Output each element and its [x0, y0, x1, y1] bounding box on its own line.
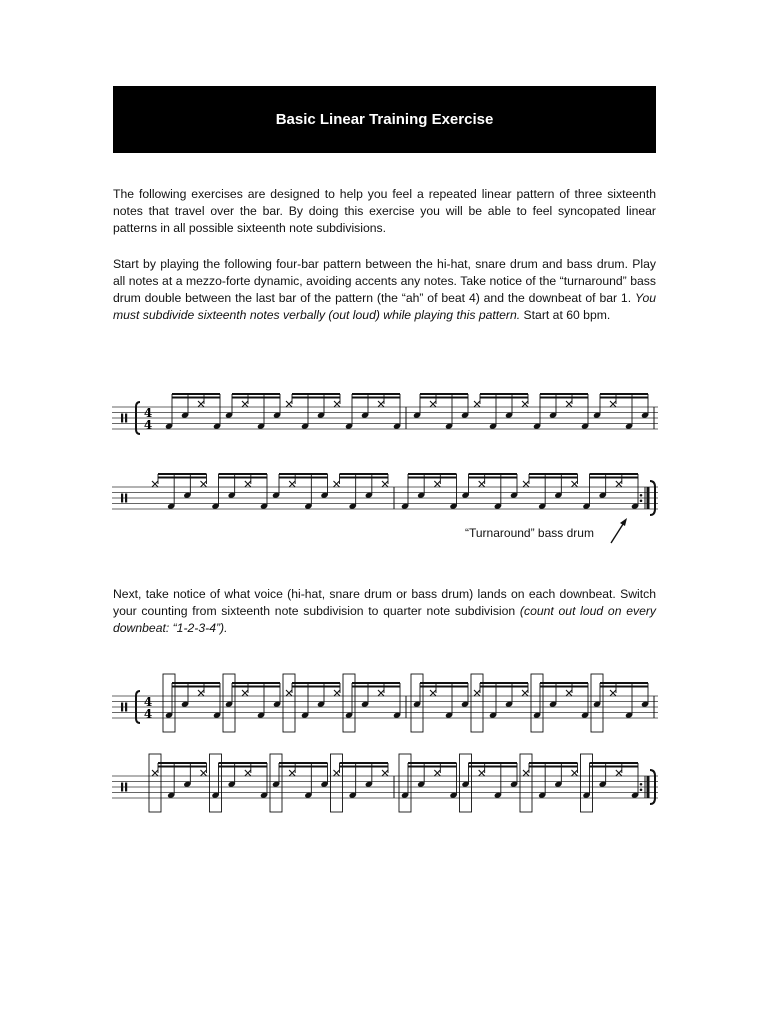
- page-title: Basic Linear Training Exercise: [275, 111, 494, 128]
- hihat-note: [286, 401, 292, 407]
- beam: [529, 473, 578, 475]
- percussion-clef: [121, 783, 123, 792]
- beam: [540, 397, 588, 399]
- beam: [529, 762, 578, 764]
- instructions-italic: You must subdivide sixteenth notes verbally (out loud) while playing this pattern.: [113, 291, 656, 322]
- notation-system-2: [112, 462, 658, 520]
- beam: [480, 686, 528, 688]
- beam: [420, 682, 468, 684]
- hihat-note: [522, 401, 528, 407]
- beam: [600, 397, 648, 399]
- beam: [219, 762, 268, 764]
- beam: [340, 762, 389, 764]
- beam: [408, 766, 457, 768]
- hihat-note: [610, 690, 616, 696]
- hihat-note: [201, 770, 207, 776]
- beam: [590, 477, 639, 479]
- notation-system-3: [112, 666, 658, 728]
- hihat-note: [152, 770, 158, 776]
- intro-paragraph: The following exercises are designed to help you feel a repeated linear pattern of three sixteenth notes that travel over the bar. By doing this exercise you will be able to feel syncopated linear patterns in all possible sixteenth note subdivisions.: [113, 187, 656, 235]
- beam: [590, 766, 639, 768]
- beam: [352, 397, 400, 399]
- beam: [340, 477, 389, 479]
- beam: [158, 477, 207, 479]
- hihat-note: [430, 690, 436, 696]
- beam: [469, 473, 518, 475]
- beam: [529, 766, 578, 768]
- beam: [232, 686, 280, 688]
- beam: [480, 397, 528, 399]
- beam: [292, 682, 340, 684]
- hihat-note: [382, 481, 388, 487]
- hihat-note: [430, 401, 436, 407]
- beam: [590, 473, 639, 475]
- beam: [469, 762, 518, 764]
- hihat-note: [334, 401, 340, 407]
- beam: [540, 682, 588, 684]
- beam: [420, 393, 468, 395]
- hihat-note: [566, 690, 572, 696]
- tempo-text: Start at 60 bpm.: [523, 308, 611, 322]
- beam: [408, 477, 457, 479]
- percussion-clef: [121, 494, 123, 503]
- hihat-note: [245, 770, 251, 776]
- beam: [352, 393, 400, 395]
- repeat-dot: [640, 783, 643, 786]
- hihat-note: [572, 481, 578, 487]
- hihat-note: [242, 401, 248, 407]
- beam: [292, 397, 340, 399]
- beam: [540, 686, 588, 688]
- hihat-note: [479, 770, 485, 776]
- beam: [408, 762, 457, 764]
- hihat-note: [616, 770, 622, 776]
- hihat-note: [245, 481, 251, 487]
- beam: [352, 682, 400, 684]
- beam: [480, 682, 528, 684]
- beam: [352, 686, 400, 688]
- hihat-note: [378, 690, 384, 696]
- beam: [292, 393, 340, 395]
- hihat-note: [566, 401, 572, 407]
- beam: [420, 686, 468, 688]
- beam: [219, 766, 268, 768]
- beam: [232, 393, 280, 395]
- instructions-text: Start by playing the following four-bar pattern between the hi-hat, snare drum and bass drum. Play all notes at a mezzo-forte dynamic, avoiding accents any notes. Take notice of the “turnaround” bass drum double between the last bar of the pattern (the “ah” of beat 4) and the downbeat of bar 1.: [113, 257, 656, 305]
- hihat-note: [334, 770, 340, 776]
- hihat-note: [152, 481, 158, 487]
- hihat-note: [198, 690, 204, 696]
- hihat-note: [201, 481, 207, 487]
- hihat-note: [289, 770, 295, 776]
- hihat-note: [289, 481, 295, 487]
- repeat-dot: [640, 788, 643, 791]
- beam: [408, 473, 457, 475]
- beam: [529, 477, 578, 479]
- hihat-note: [523, 481, 529, 487]
- beam: [420, 397, 468, 399]
- beam: [158, 766, 207, 768]
- instructions-paragraph: [113, 256, 656, 324]
- hihat-note: [610, 401, 616, 407]
- hihat-note: [474, 690, 480, 696]
- percussion-clef: [125, 494, 127, 503]
- beam: [590, 762, 639, 764]
- beam: [540, 393, 588, 395]
- beam: [279, 766, 328, 768]
- beam: [172, 397, 220, 399]
- hihat-note: [378, 401, 384, 407]
- beam: [172, 682, 220, 684]
- turnaround-arrow-icon: [608, 516, 630, 546]
- beam: [232, 682, 280, 684]
- hihat-note: [242, 690, 248, 696]
- percussion-clef: [121, 414, 123, 423]
- percussion-clef: [121, 703, 123, 712]
- beam: [600, 686, 648, 688]
- beam: [340, 766, 389, 768]
- hihat-note: [522, 690, 528, 696]
- hihat-note: [523, 770, 529, 776]
- hihat-note: [198, 401, 204, 407]
- repeat-dot: [640, 499, 643, 502]
- beam: [279, 473, 328, 475]
- beam: [469, 477, 518, 479]
- hihat-note: [474, 401, 480, 407]
- beam: [292, 686, 340, 688]
- beam: [279, 762, 328, 764]
- turnaround-caption: “Turnaround” bass drum: [465, 526, 594, 540]
- beam: [600, 682, 648, 684]
- beam: [279, 477, 328, 479]
- hihat-note: [434, 481, 440, 487]
- percussion-clef: [125, 414, 127, 423]
- beam: [172, 393, 220, 395]
- time-signature-top: 4: [143, 406, 153, 420]
- beam: [172, 686, 220, 688]
- hihat-note: [479, 481, 485, 487]
- hihat-note: [334, 690, 340, 696]
- percussion-clef: [125, 783, 127, 792]
- hihat-note: [616, 481, 622, 487]
- hihat-note: [334, 481, 340, 487]
- beam: [158, 473, 207, 475]
- notation-system-1: [112, 382, 658, 432]
- hihat-note: [572, 770, 578, 776]
- beam: [340, 473, 389, 475]
- downbeat-paragraph: [113, 586, 656, 637]
- beam: [469, 766, 518, 768]
- time-signature-top: 4: [143, 695, 153, 709]
- downbeat-text: Next, take notice of what voice (hi-hat, snare drum or bass drum) lands on each downbeat. Switch your counting from sixteenth note subdivision to quarter note subdivision: [113, 587, 656, 618]
- notation-system-4: [112, 746, 658, 808]
- beam: [158, 762, 207, 764]
- beam: [219, 477, 268, 479]
- hihat-note: [382, 770, 388, 776]
- title-banner: [113, 86, 656, 153]
- beam: [219, 473, 268, 475]
- beam: [600, 393, 648, 395]
- time-signature-bottom: 4: [143, 707, 153, 721]
- hihat-note: [286, 690, 292, 696]
- repeat-dot: [640, 494, 643, 497]
- time-signature-bottom: 4: [143, 418, 153, 432]
- beam: [232, 397, 280, 399]
- hihat-note: [434, 770, 440, 776]
- beam: [480, 393, 528, 395]
- downbeat-italic: (count out loud on every downbeat: “1-2-3-4”).: [113, 604, 656, 635]
- percussion-clef: [125, 703, 127, 712]
